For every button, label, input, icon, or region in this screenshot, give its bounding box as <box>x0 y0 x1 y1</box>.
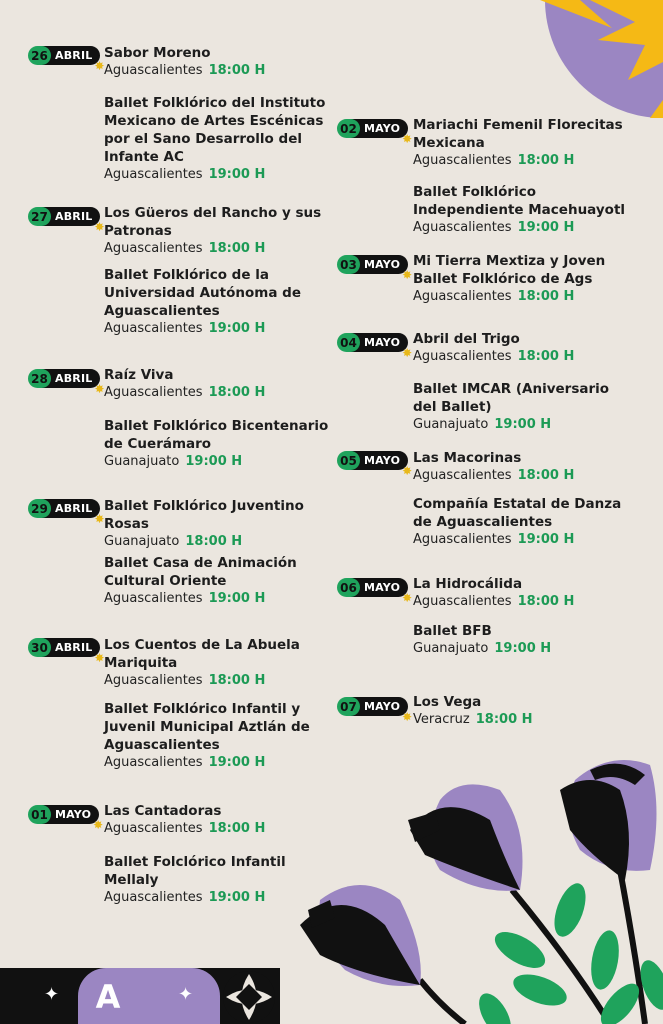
star-icon: ✸ <box>93 818 104 832</box>
event: Los Vega Veracruz 18:00 H <box>413 694 533 727</box>
date-badge-30: 30 ABRIL ✸ <box>28 638 100 657</box>
date-badge-26: 26 ABRIL ✸ <box>28 46 100 65</box>
event: La Hidrocálida Aguascalientes 18:00 H <box>413 576 575 609</box>
date-badge-06: 06 MAYO ✸ <box>337 578 408 597</box>
event: Sabor Moreno Aguascalientes 18:00 H <box>104 45 266 78</box>
date-badge-02: 02 MAYO ✸ <box>337 119 408 138</box>
logo-letter: A <box>95 978 121 1016</box>
sparkle-icon: ✦ <box>178 984 194 1005</box>
star-icon: ✸ <box>402 464 413 478</box>
event: Ballet Folclórico Infantil Mellaly Aguascalientes 19:00 H <box>104 854 286 905</box>
sparkle-icon: ✦ <box>44 984 60 1005</box>
event: Las Cantadoras Aguascalientes 18:00 H <box>104 803 266 836</box>
date-badge-04: 04 MAYO ✸ <box>337 333 408 352</box>
flower-icon <box>300 885 421 986</box>
event: Los Cuentos de La Abuela Mariquita Aguascalientes 18:00 H <box>104 637 300 688</box>
event: Mi Tierra Mextiza y Joven Ballet Folklórico de Ags Aguascalientes 18:00 H <box>413 253 606 304</box>
event: Raíz Viva Aguascalientes 18:00 H <box>104 367 266 400</box>
event: Ballet Folklórico del Instituto Mexicano de Artes Escénicas por el Sano Desarrollo del Infante AC Aguascalientes 19:00 H <box>104 95 326 182</box>
flowers-decoration <box>290 750 663 1024</box>
star-icon: ✸ <box>402 346 413 360</box>
star-icon: ✸ <box>402 268 413 282</box>
event: Ballet Folklórico Bicentenario de Cuerámaro Guanajuato 19:00 H <box>104 418 329 469</box>
star-icon: ✸ <box>402 591 413 605</box>
star-icon: ✸ <box>94 220 105 234</box>
date-badge-03: 03 MAYO ✸ <box>337 255 408 274</box>
event: Los Güeros del Rancho y sus Patronas Aguascalientes 18:00 H <box>104 205 322 256</box>
date-badge-27: 27 ABRIL ✸ <box>28 207 100 226</box>
event: Ballet Folklórico de la Universidad Autónoma de Aguascalientes Aguascalientes 19:00 H <box>104 267 301 336</box>
event: Ballet Folklórico Juventino Rosas Guanajuato 18:00 H <box>104 498 304 549</box>
date-badge-05: 05 MAYO ✸ <box>337 451 408 470</box>
star-icon: ✸ <box>94 59 105 73</box>
sun-decoration <box>540 0 663 118</box>
event: Ballet Folklórico Infantil y Juvenil Municipal Aztlán de Aguascalientes Aguascalientes 19:00 H <box>104 701 310 770</box>
star-icon: ✸ <box>94 512 105 526</box>
flower-icon <box>560 760 657 880</box>
event: Ballet Folklórico Independiente Macehuayotl Aguascalientes 19:00 H <box>413 184 626 235</box>
date-badge-28: 28 ABRIL ✸ <box>28 369 100 388</box>
event: Mariachi Femenil Florecitas Mexicana Aguascalientes 18:00 H <box>413 117 623 168</box>
date-badge-29: 29 ABRIL ✸ <box>28 499 100 518</box>
event: Las Macorinas Aguascalientes 18:00 H <box>413 450 575 483</box>
footer-pattern <box>0 968 280 1024</box>
date-badge-07: 07 MAYO ✸ <box>337 697 408 716</box>
star-icon: ✸ <box>402 132 413 146</box>
event: Ballet BFB Guanajuato 19:00 H <box>413 623 552 656</box>
diamond-icon <box>222 970 276 1024</box>
star-icon: ✸ <box>94 651 105 665</box>
flower-icon <box>408 784 523 890</box>
event: Ballet Casa de Animación Cultural Oriente Aguascalientes 19:00 H <box>104 555 297 606</box>
star-icon: ✸ <box>94 382 105 396</box>
event: Compañía Estatal de Danza de Aguascalientes Aguascalientes 19:00 H <box>413 496 622 547</box>
event: Abril del Trigo Aguascalientes 18:00 H <box>413 331 575 364</box>
star-icon: ✸ <box>402 710 413 724</box>
event: Ballet IMCAR (Aniversario del Ballet) Guanajuato 19:00 H <box>413 381 610 432</box>
date-badge-01: 01 MAYO ✸ <box>28 805 99 824</box>
